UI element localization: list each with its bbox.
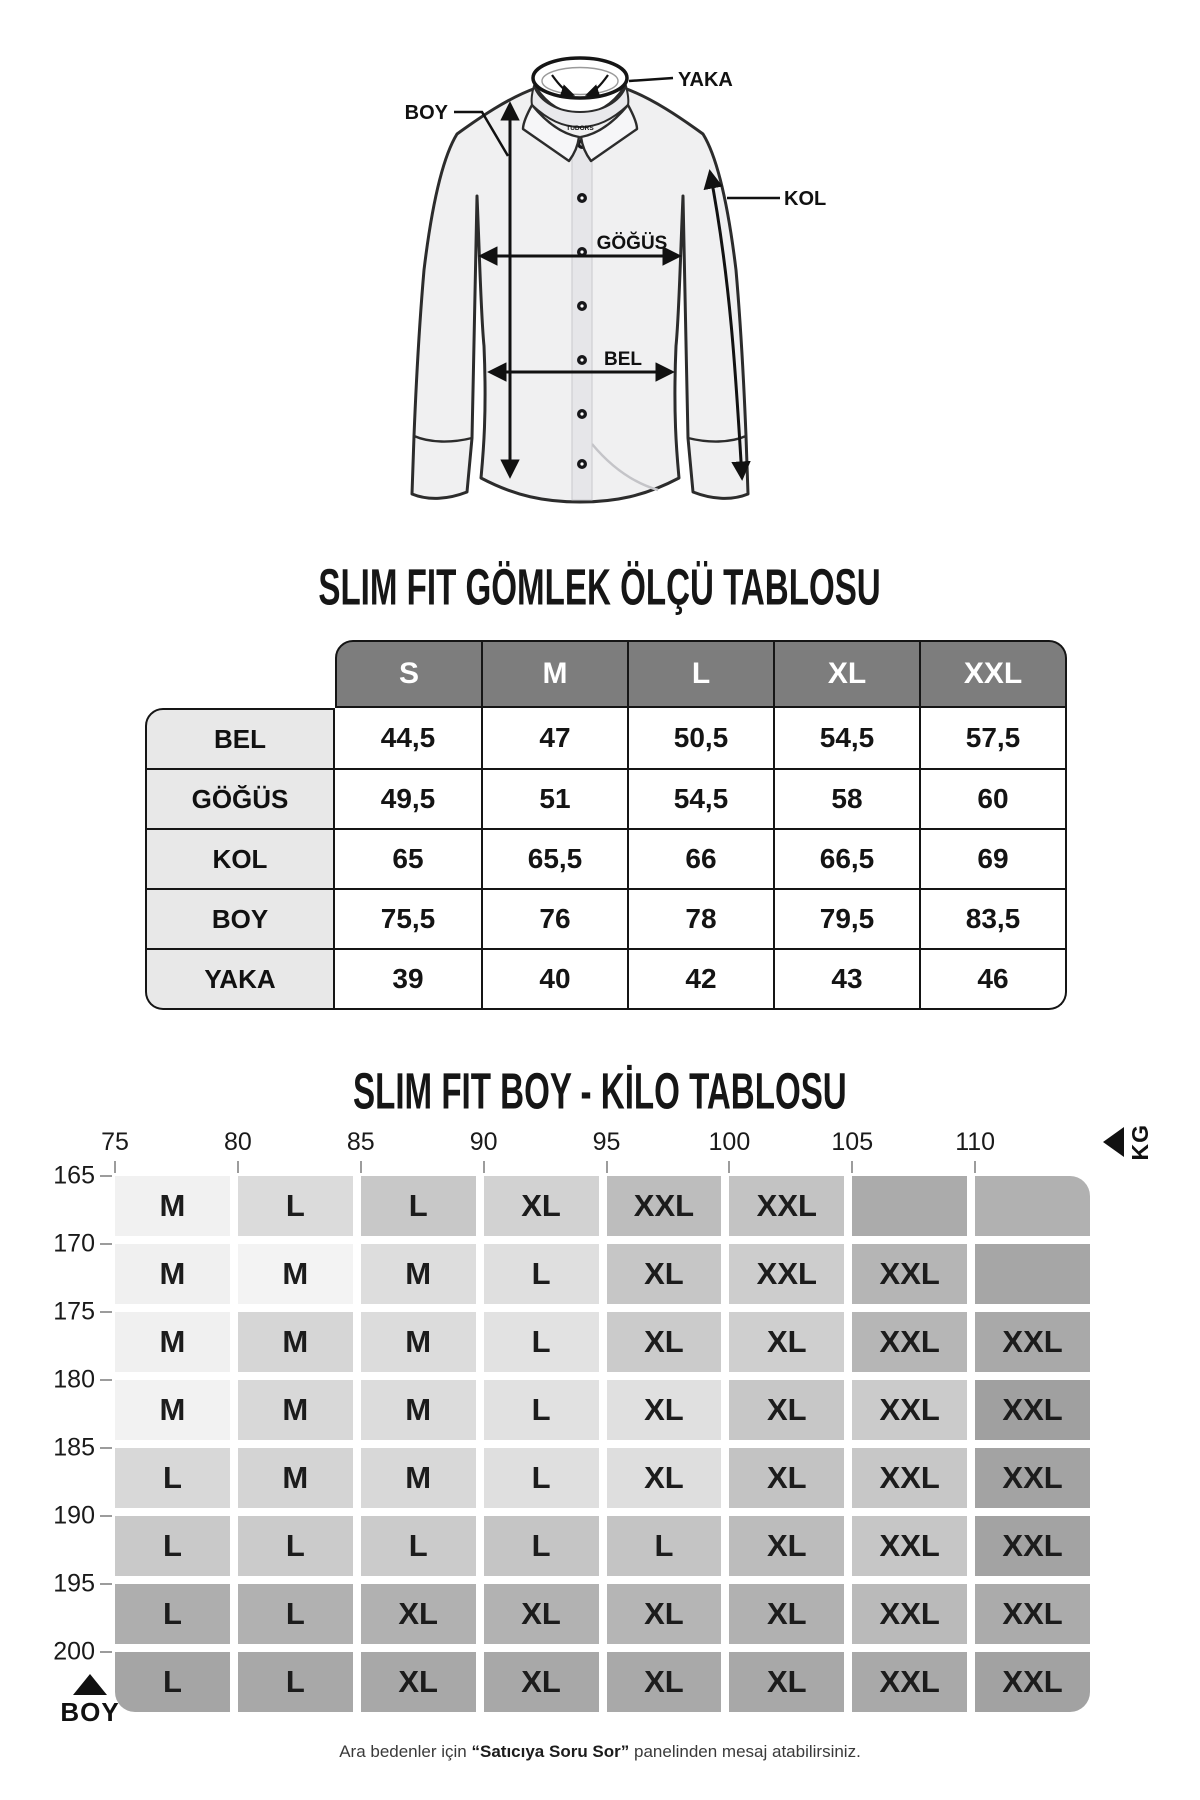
size-value-cell: 79,5 — [775, 890, 921, 950]
height-tick-mark — [100, 1651, 112, 1653]
size-value-cell: 57,5 — [921, 708, 1067, 770]
table-row — [145, 890, 1067, 950]
height-tick-mark — [100, 1243, 112, 1245]
boy-axis-label: BOY — [60, 1697, 120, 1727]
size-cell: XXL — [975, 1584, 1090, 1644]
size-cell: XXL — [975, 1516, 1090, 1576]
size-cell: M — [238, 1312, 353, 1372]
size-cell: XXL — [729, 1244, 844, 1304]
size-col-header: L — [629, 640, 775, 708]
size-cell: M — [115, 1244, 230, 1304]
size-cell: L — [115, 1652, 230, 1712]
size-cell: L — [361, 1516, 476, 1576]
size-cell: XXL — [607, 1176, 722, 1236]
size-value-cell: 54,5 — [775, 708, 921, 770]
size-value-cell: 60 — [921, 770, 1067, 830]
size-row-label: GÖĞÜS — [145, 770, 335, 830]
placket — [572, 136, 592, 500]
size-cell: XXL — [852, 1244, 967, 1304]
size-value-cell: 78 — [629, 890, 775, 950]
size-col-header: M — [483, 640, 629, 708]
yaka-label: YAKA — [678, 69, 733, 91]
size-cell: L — [484, 1244, 599, 1304]
brand-label: TUDORS — [566, 125, 594, 132]
table-row — [145, 830, 1067, 890]
boy-arrow-icon — [73, 1674, 107, 1695]
height-tick-label: 175 — [53, 1297, 95, 1326]
size-cell — [852, 1176, 967, 1236]
kilo-chart-title: SLIM FIT BOY - KİLO TABLOSU — [353, 1062, 847, 1120]
kg-tick-label: 90 — [469, 1128, 498, 1156]
size-cell: XL — [729, 1312, 844, 1372]
size-cell: XL — [484, 1584, 599, 1644]
size-value-cell: 46 — [921, 950, 1067, 1010]
kg-tick-mark — [483, 1161, 485, 1173]
kg-tick-mark — [606, 1161, 608, 1173]
size-cell: L — [484, 1380, 599, 1440]
size-row-label: YAKA — [145, 950, 335, 1010]
size-cell: L — [361, 1176, 476, 1236]
size-value-cell: 44,5 — [335, 708, 483, 770]
boy-legend — [55, 1674, 125, 1728]
kg-tick-label: 80 — [223, 1128, 252, 1156]
size-value-cell: 83,5 — [921, 890, 1067, 950]
boy-label: BOY — [404, 102, 448, 124]
kg-tick-label: 100 — [708, 1128, 751, 1156]
yaka-arrow-left — [552, 75, 573, 95]
size-cell: L — [238, 1652, 353, 1712]
height-tick-mark — [100, 1583, 112, 1585]
size-value-cell: 54,5 — [629, 770, 775, 830]
kg-tick-mark — [974, 1161, 976, 1173]
size-col-header: XL — [775, 640, 921, 708]
size-value-cell: 39 — [335, 950, 483, 1010]
kilo-grid — [115, 1176, 1090, 1712]
size-cell: XXL — [852, 1516, 967, 1576]
size-cell: M — [115, 1176, 230, 1236]
size-cell: L — [115, 1448, 230, 1508]
size-row-label: BOY — [145, 890, 335, 950]
size-cell: L — [115, 1584, 230, 1644]
size-table-header-row — [145, 640, 1067, 708]
size-cell: XL — [729, 1516, 844, 1576]
size-cell: XL — [607, 1652, 722, 1712]
kg-tick-mark — [237, 1161, 239, 1173]
size-cell: M — [115, 1312, 230, 1372]
kg-tick-label: 95 — [592, 1128, 621, 1156]
kg-tick-mark — [728, 1161, 730, 1173]
size-cell: M — [115, 1380, 230, 1440]
size-col-header: XXL — [921, 640, 1067, 708]
height-tick-mark — [100, 1515, 112, 1517]
kg-axis — [101, 1124, 1153, 1176]
size-cell: XL — [607, 1380, 722, 1440]
height-tick-label: 180 — [53, 1365, 95, 1394]
size-value-cell: 65 — [335, 830, 483, 890]
size-cell — [975, 1244, 1090, 1304]
size-cell: M — [238, 1244, 353, 1304]
size-cell: M — [361, 1448, 476, 1508]
kg-legend — [1103, 1124, 1154, 1161]
size-cell: L — [238, 1584, 353, 1644]
height-tick-label: 200 — [53, 1637, 95, 1666]
height-tick-mark — [100, 1379, 112, 1381]
size-value-cell: 75,5 — [335, 890, 483, 950]
kilo-chart — [53, 1124, 1153, 1727]
size-cell: XXL — [852, 1584, 967, 1644]
size-table-title-row — [0, 560, 1200, 614]
bel-label: BEL — [604, 349, 642, 370]
kg-tick-mark — [360, 1161, 362, 1173]
kg-arrow-icon — [1103, 1127, 1124, 1157]
size-cell: XL — [484, 1176, 599, 1236]
size-value-cell: 50,5 — [629, 708, 775, 770]
height-tick-mark — [100, 1175, 112, 1177]
size-value-cell: 58 — [775, 770, 921, 830]
size-cell: XXL — [852, 1380, 967, 1440]
collar-opening — [533, 58, 627, 98]
size-cell: XL — [729, 1380, 844, 1440]
size-cell: M — [238, 1448, 353, 1508]
size-cell: XL — [729, 1448, 844, 1508]
size-cell: L — [484, 1516, 599, 1576]
yaka-pointer-line — [629, 78, 673, 81]
size-value-cell: 66 — [629, 830, 775, 890]
size-cell: L — [238, 1516, 353, 1576]
size-cell: XL — [607, 1584, 722, 1644]
footer-text-prefix: Ara bedenler için — [339, 1742, 472, 1761]
shirt-diagram — [340, 26, 860, 526]
kg-tick-label: 85 — [346, 1128, 375, 1156]
height-tick-mark — [100, 1447, 112, 1449]
height-tick-label: 170 — [53, 1229, 95, 1258]
height-tick-label: 185 — [53, 1433, 95, 1462]
size-value-cell: 49,5 — [335, 770, 483, 830]
size-col-header: S — [335, 640, 483, 708]
size-cell: L — [484, 1312, 599, 1372]
size-value-cell: 51 — [483, 770, 629, 830]
size-cell: XL — [484, 1652, 599, 1712]
size-cell: XL — [361, 1652, 476, 1712]
table-corner-cell — [145, 640, 335, 708]
size-cell: XXL — [852, 1448, 967, 1508]
footer-note — [0, 1742, 1200, 1762]
size-row-label: KOL — [145, 830, 335, 890]
size-cell: XXL — [729, 1176, 844, 1236]
kilo-chart-title-row — [0, 1064, 1200, 1118]
size-cell: XXL — [975, 1652, 1090, 1712]
size-value-cell: 40 — [483, 950, 629, 1010]
size-value-cell: 47 — [483, 708, 629, 770]
size-row-label: BEL — [145, 708, 335, 770]
kg-axis-label: KG — [1127, 1124, 1153, 1161]
height-tick-mark — [100, 1311, 112, 1313]
size-cell: XXL — [975, 1448, 1090, 1508]
size-cell: XL — [729, 1652, 844, 1712]
size-cell: XL — [607, 1244, 722, 1304]
size-cell — [975, 1176, 1090, 1236]
size-cell: M — [361, 1244, 476, 1304]
height-tick-label: 190 — [53, 1501, 95, 1530]
shirt-illustration — [340, 26, 860, 526]
height-tick-label: 195 — [53, 1569, 95, 1598]
size-cell: XL — [607, 1312, 722, 1372]
size-cell: L — [115, 1516, 230, 1576]
size-cell: M — [361, 1380, 476, 1440]
size-cell: XL — [729, 1584, 844, 1644]
size-cell: XXL — [852, 1652, 967, 1712]
kg-tick-mark — [114, 1161, 116, 1173]
kg-tick-label: 75 — [101, 1128, 129, 1156]
table-row — [145, 950, 1067, 1010]
size-table — [145, 640, 1067, 1010]
kg-tick-label: 105 — [831, 1128, 874, 1156]
kg-tick-label: 110 — [955, 1128, 996, 1156]
size-table-title: SLIM FIT GÖMLEK ÖLÇÜ TABLOSU — [318, 558, 882, 616]
size-cell: XXL — [975, 1380, 1090, 1440]
gogus-label: GÖĞÜS — [596, 233, 668, 254]
kol-label: KOL — [784, 188, 827, 210]
size-cell: XXL — [852, 1312, 967, 1372]
table-row — [145, 770, 1067, 830]
yaka-arrow-right — [587, 75, 608, 95]
size-cell: L — [607, 1516, 722, 1576]
size-cell: XXL — [975, 1312, 1090, 1372]
size-value-cell: 42 — [629, 950, 775, 1010]
size-cell: XL — [607, 1448, 722, 1508]
collar-inner-line — [542, 68, 618, 95]
size-cell: M — [238, 1380, 353, 1440]
size-value-cell: 65,5 — [483, 830, 629, 890]
size-value-cell: 66,5 — [775, 830, 921, 890]
footer-text-highlight: “Satıcıya Soru Sor” — [471, 1742, 630, 1761]
height-tick-label: 165 — [53, 1161, 95, 1190]
size-cell: L — [238, 1176, 353, 1236]
size-value-cell: 69 — [921, 830, 1067, 890]
table-row — [145, 708, 1067, 770]
footer-text-suffix: panelinden mesaj atabilirsiniz. — [629, 1742, 861, 1761]
kg-tick-mark — [851, 1161, 853, 1173]
size-cell: L — [484, 1448, 599, 1508]
size-cell: XL — [361, 1584, 476, 1644]
size-value-cell: 76 — [483, 890, 629, 950]
size-cell: M — [361, 1312, 476, 1372]
size-value-cell: 43 — [775, 950, 921, 1010]
